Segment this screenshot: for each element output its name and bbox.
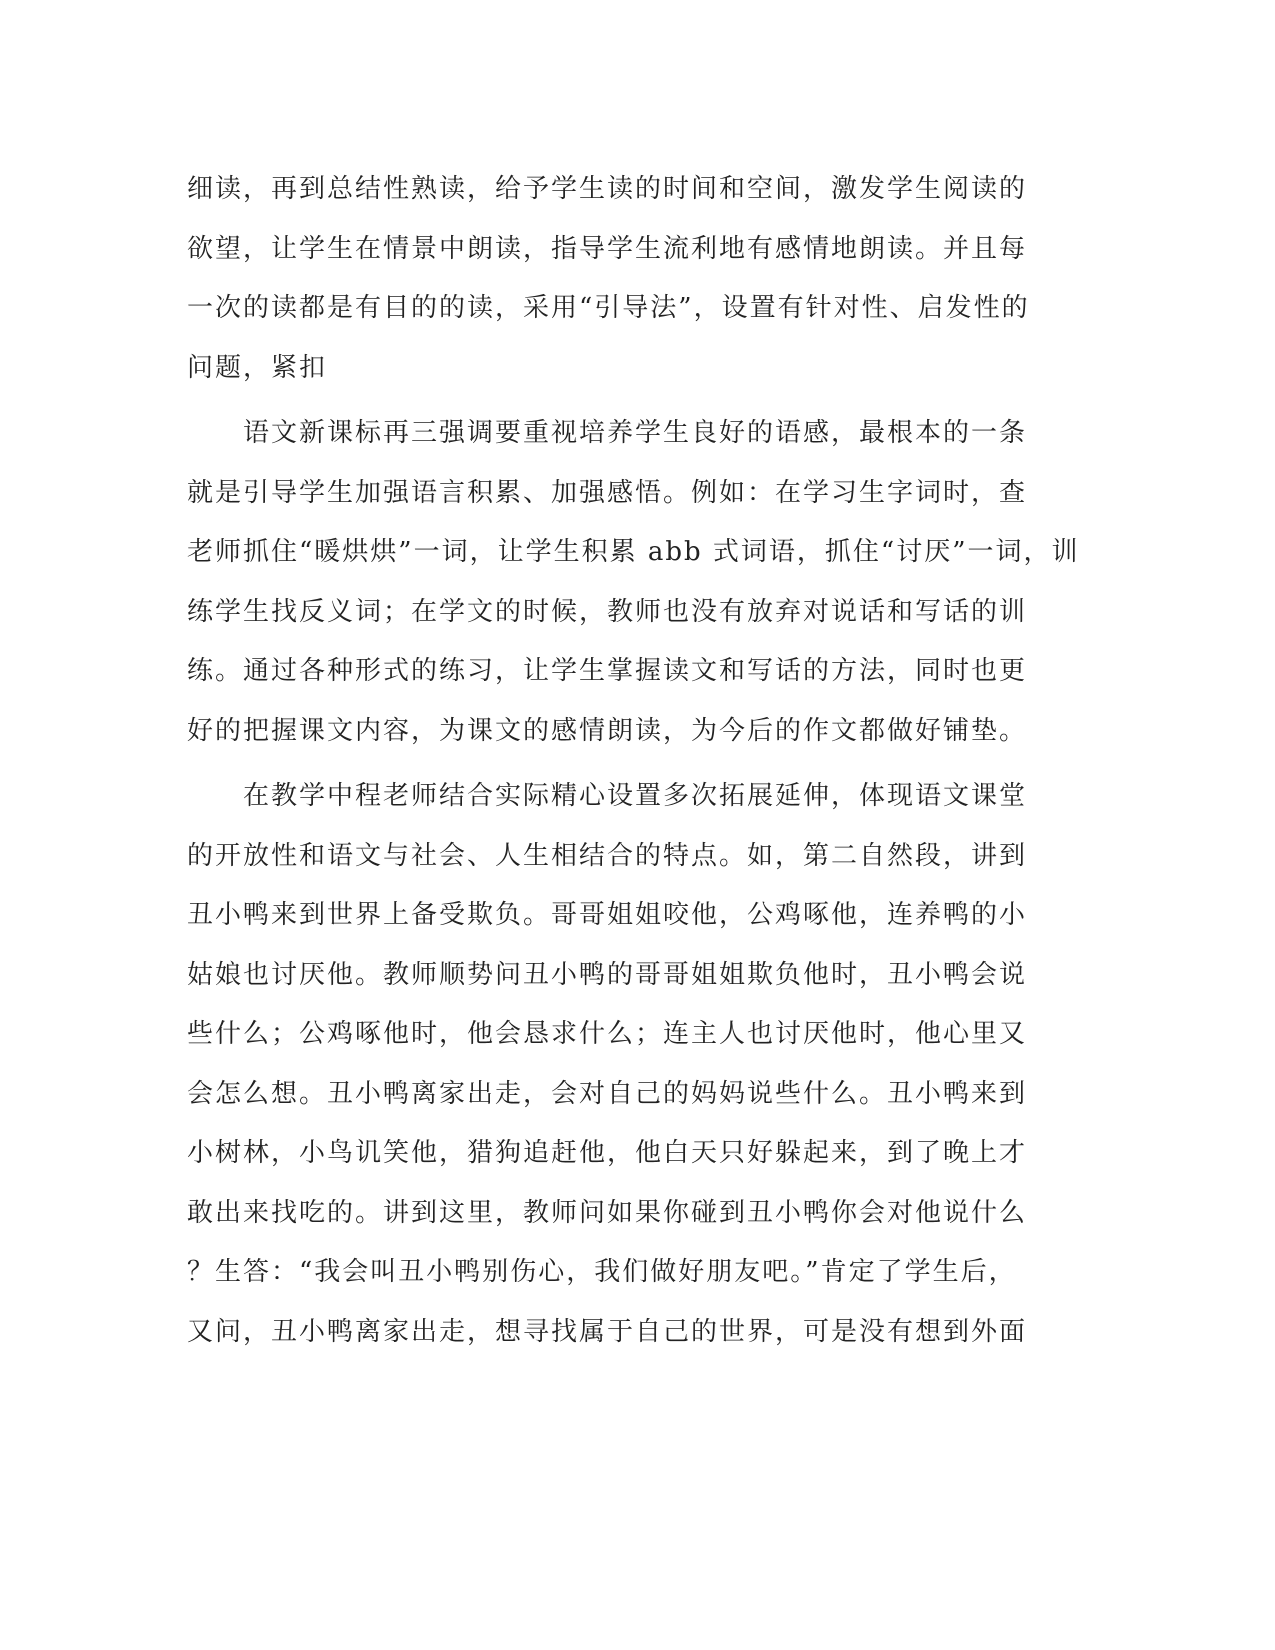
text-line: 些什么；公鸡啄他时，他会恳求什么；连主人也讨厌他时，他心里又 [187, 1019, 1028, 1049]
body-text [187, 160, 1087, 1362]
text-line: 好的把握课文内容，为课文的感情朗读，为今后的作文都做好铺垫。 [187, 715, 1028, 746]
text-line: 语文新课标再三强调要重视培养学生良好的语感，最根本的一条 [187, 418, 1028, 448]
paragraph-2 [187, 404, 1087, 761]
paragraph-3 [187, 767, 1087, 1362]
text-line: 老师抓住“暖烘烘”一词，让学生积累 abb 式词语，抓住“讨厌”一词，训 [187, 537, 1080, 567]
text-line: 练学生找反义词；在学文的时候，教师也没有放弃对说话和写话的训 [187, 596, 1028, 627]
text-line: 在教学中程老师结合实际精心设置多次拓展延伸，体现语文课堂 [187, 781, 1028, 811]
text-line: 就是引导学生加强语言积累、加强感悟。例如：在学习生字词时，查 [187, 477, 1028, 508]
text-line: 小树林，小鸟讥笑他，猎狗追赶他，他白天只好躲起来，到了晚上才 [187, 1138, 1028, 1168]
text-line: 的开放性和语文与社会、人生相结合的特点。如，第二自然段，讲到 [187, 840, 1028, 871]
text-line: 练。通过各种形式的练习，让学生掌握读文和写话的方法，同时也更 [187, 656, 1028, 686]
text-line: ？生答：“我会叫丑小鸭别伤心，我们做好朋友吧。”肯定了学生后， [187, 1257, 1017, 1287]
text-line: 细读，再到总结性熟读，给予学生读的时间和空间，激发学生阅读的 [187, 174, 1028, 204]
text-line: 敢出来找吃的。讲到这里，教师问如果你碰到丑小鸭你会对他说什么 [187, 1197, 1028, 1228]
text-line: 问题，紧扣 [187, 352, 328, 383]
text-line: 丑小鸭来到世界上备受欺负。哥哥姐姐咬他，公鸡啄他，连养鸭的小 [187, 900, 1028, 930]
text-line: 又问，丑小鸭离家出走，想寻找属于自己的世界，可是没有想到外面 [187, 1316, 1028, 1347]
text-line: 欲望，让学生在情景中朗读，指导学生流利地有感情地朗读。并且每 [187, 233, 1028, 264]
text-line: 姑娘也讨厌他。教师顺势问丑小鸭的哥哥姐姐欺负他时，丑小鸭会说 [187, 959, 1028, 990]
paragraph-1 [187, 160, 1087, 398]
text-line: 会怎么想。丑小鸭离家出走，会对自己的妈妈说些什么。丑小鸭来到 [187, 1078, 1028, 1109]
text-line: 一次的读都是有目的的读，采用“引导法”，设置有针对性、启发性的 [187, 293, 1030, 323]
